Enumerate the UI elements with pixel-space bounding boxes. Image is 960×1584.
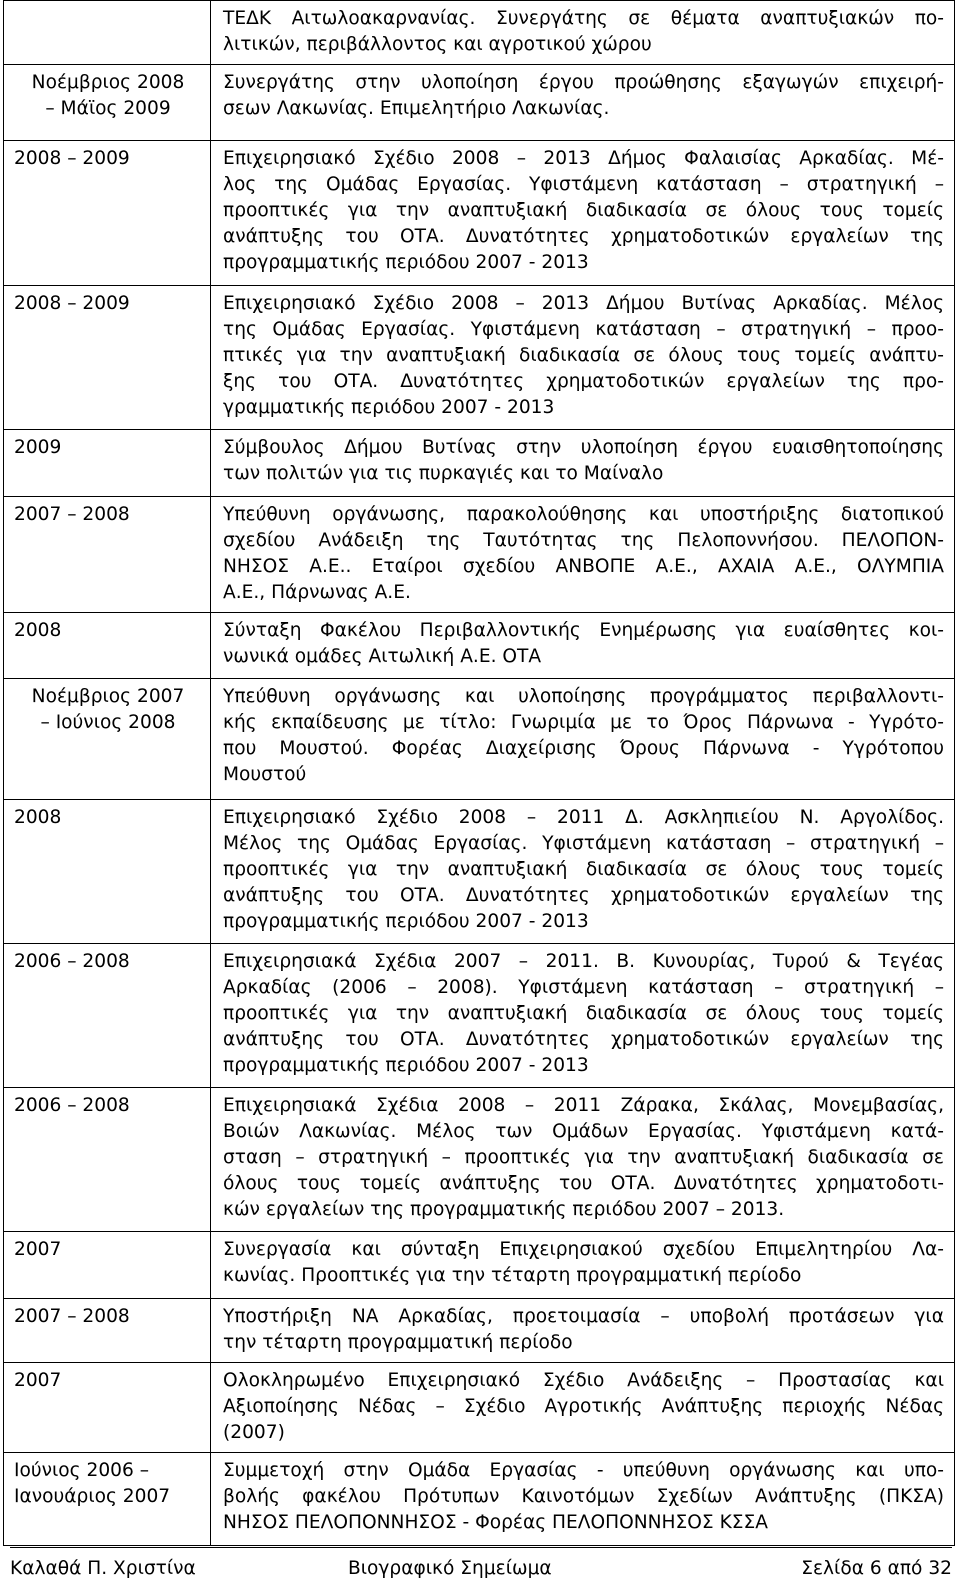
description-line: προγραμματικής περιόδου 2007 - 2013 (223, 252, 589, 273)
cv-row (4, 613, 955, 679)
description-line: Επιχειρησιακό Σχέδιο 2008 – 2013 Δήμος Φαλαισίας Αρκαδίας. Μέ- (223, 148, 944, 169)
cv-row (4, 1088, 955, 1232)
cv-row-date (4, 65, 211, 141)
description-line: Σύνταξη Φακέλου Περιβαλλοντικής Ενημέρωσης για ευαίσθητες κοι- (223, 620, 944, 641)
description-line: Αξιοποίησης Νέδας – Σχέδιο Αγροτικής Ανάπτυξης περιοχής Νέδας (223, 1396, 944, 1417)
footer-page-number: Σελίδα 6 από 32 (801, 1558, 952, 1579)
cv-row-description (211, 430, 955, 497)
date-line: 2008 – 2009 (14, 293, 130, 314)
description-line: βολής φακέλου Πρότυπων Καινοτόμων Σχεδίων Ανάπτυξης (ΠΚΣΑ) (223, 1486, 944, 1507)
cv-row-description (211, 497, 955, 613)
cv-row-description (211, 141, 955, 286)
cv-row-date (4, 141, 211, 286)
description-line: ΤΕΔΚ Αιτωλοακαρνανίας. Συνεργάτης σε θέματα αναπτυξιακών πο- (223, 8, 944, 29)
description-line: κής εκπαίδευσης με τίτλο: Γνωριμία με το Όρος Πάρνωνα - Υγρότο- (223, 712, 944, 733)
date-line: 2007 (14, 1370, 62, 1391)
cv-row (4, 800, 955, 944)
description-line: Υπεύθυνη οργάνωσης και υλοποίησης προγράμματος περιβαλλοντι- (223, 686, 944, 707)
date-line: 2006 – 2008 (14, 951, 130, 972)
date-line: 2006 – 2008 (14, 1095, 130, 1116)
description-line: των πολιτών για τις πυρκαγιές και το Μαίναλο (223, 463, 664, 484)
description-line: ανάπτυξης του ΟΤΑ. Δυνατότητες χρηματοδοτικών εργαλείων της (223, 1029, 944, 1050)
cv-row (4, 65, 955, 141)
cv-row-description (211, 800, 955, 944)
page-footer (10, 1547, 952, 1579)
cv-row-date (4, 497, 211, 613)
cv-row (4, 497, 955, 613)
cv-row-date (4, 1, 211, 65)
description-line: προοπτικές για την αναπτυξιακή διαδικασία σε όλους τους τομείς (223, 1003, 944, 1024)
cv-row-description (211, 1299, 955, 1363)
description-line: λος της Ομάδας Εργασίας. Υφιστάμενη κατάσταση – στρατηγική – (223, 174, 944, 195)
description-line: προγραμματικής περιόδου 2007 - 2013 (223, 911, 589, 932)
cv-row (4, 430, 955, 497)
description-line: Υποστήριξη ΝΑ Αρκαδίας, προετοιμασία – υποβολή προτάσεων για (223, 1306, 944, 1327)
cv-row-description (211, 1363, 955, 1453)
date-line: 2007 – 2008 (14, 504, 130, 525)
cv-row-description (211, 679, 955, 800)
date-line: Νοέμβριος 2008 (31, 72, 185, 93)
description-line: Συμμετοχή στην Ομάδα Εργασίας - υπεύθυνη οργάνωσης και υπο- (223, 1460, 944, 1481)
description-line: προοπτικές για την αναπτυξιακή διαδικασία σε όλους τους τομείς (223, 200, 944, 221)
description-line: κών εργαλείων της προγραμματικής περιόδου 2007 – 2013. (223, 1199, 785, 1220)
footer-document-title: Βιογραφικό Σημείωμα (348, 1558, 552, 1579)
cv-row (4, 1363, 955, 1453)
description-line: ΝΗΣΟΣ Α.Ε.. Εταίροι σχεδίου ΑΝΒΟΠΕ Α.Ε., ΑΧΑΙΑ Α.Ε., ΟΛΥΜΠΙΑ (223, 556, 944, 577)
description-line: λιτικών, περιβάλλοντος και αγροτικού χώρου (223, 34, 652, 55)
date-line: 2007 – 2008 (14, 1306, 130, 1327)
cv-row-date (4, 430, 211, 497)
cv-row-date (4, 1232, 211, 1299)
description-line: Επιχειρησιακά Σχέδια 2008 – 2011 Ζάρακα, Σκάλας, Μονεμβασίας, (223, 1095, 944, 1116)
description-line: ξης του ΟΤΑ. Δυνατότητες χρηματοδοτικών εργαλείων της προ- (223, 371, 944, 392)
description-line: Ολοκληρωμένο Επιχειρησιακό Σχέδιο Ανάδειξης – Προστασίας και (223, 1370, 944, 1391)
description-line: Επιχειρησιακό Σχέδιο 2008 – 2013 Δήμου Βυτίνας Αρκαδίας. Μέλος (223, 293, 944, 314)
cv-row-date (4, 1299, 211, 1363)
cv-row-date (4, 800, 211, 944)
description-line: προγραμματικής περιόδου 2007 - 2013 (223, 1055, 589, 1076)
date-line: – Ιούνιος 2008 (40, 712, 176, 733)
description-line: της Ομάδας Εργασίας. Υφιστάμενη κατάσταση – στρατηγική – προο- (223, 319, 944, 340)
description-line: όλους τους τομείς ανάπτυξης του ΟΤΑ. Δυνατότητες χρηματοδοτι- (223, 1173, 944, 1194)
description-line: Σύμβουλος Δήμου Βυτίνας στην υλοποίηση έργου ευαισθητοποίησης (223, 437, 944, 458)
description-line: ανάπτυξης του ΟΤΑ. Δυνατότητες χρηματοδοτικών εργαλείων της (223, 226, 944, 247)
cv-row-description (211, 286, 955, 430)
cv-row-description (211, 1232, 955, 1299)
date-line: 2008 (14, 620, 62, 641)
cv-row-date (4, 613, 211, 679)
cv-row-date (4, 1088, 211, 1232)
description-line: Επιχειρησιακά Σχέδια 2007 – 2011. Β. Κυνουρίας, Τυρού & Τεγέας (223, 951, 944, 972)
description-line: σταση – στρατηγική – προοπτικές για την αναπτυξιακή διαδικασία σε (223, 1147, 944, 1168)
cv-row (4, 1, 955, 65)
description-line: Α.Ε., Πάρνωνας Α.Ε. (223, 582, 411, 603)
cv-table-body (4, 1, 955, 1546)
cv-row-description (211, 1, 955, 65)
date-line: 2009 (14, 437, 62, 458)
cv-row-date (4, 679, 211, 800)
description-line: σεων Λακωνίας. Επιμελητήριο Λακωνίας. (223, 98, 610, 119)
cv-row (4, 286, 955, 430)
cv-row-description (211, 613, 955, 679)
date-line: – Μάϊος 2009 (45, 98, 171, 119)
cv-row (4, 944, 955, 1088)
cv-row (4, 141, 955, 286)
description-line: Μουστού (223, 764, 307, 785)
cv-row-date (4, 1453, 211, 1546)
cv-row (4, 1453, 955, 1546)
description-line: Υπεύθυνη οργάνωσης, παρακολούθησης και υποστήριξης διατοπικού (223, 504, 944, 525)
cv-row-date (4, 1363, 211, 1453)
description-line: Επιχειρησιακό Σχέδιο 2008 – 2011 Δ. Ασκληπιείου Ν. Αργολίδος. (223, 807, 944, 828)
date-line: Ιούνιος 2006 – (14, 1460, 150, 1481)
cv-experience-table (3, 0, 955, 1546)
cv-row (4, 1232, 955, 1299)
description-line: προοπτικές για την αναπτυξιακή διαδικασία σε όλους τους τομείς (223, 859, 944, 880)
cv-row-date (4, 286, 211, 430)
cv-row-description (211, 1088, 955, 1232)
description-line: Συνεργασία και σύνταξη Επιχειρησιακού σχεδίου Επιμελητηρίου Λα- (223, 1239, 944, 1260)
cv-row (4, 1299, 955, 1363)
description-line: σχεδίου Ανάδειξη της Ταυτότητας της Πελοποννήσου. ΠΕΛΟΠΟΝ- (223, 530, 944, 551)
description-line: ανάπτυξης του ΟΤΑ. Δυνατότητες χρηματοδοτικών εργαλείων της (223, 885, 944, 906)
description-line: κωνίας. Προοπτικές για την τέταρτη προγραμματική περίοδο (223, 1265, 802, 1286)
date-line: 2008 – 2009 (14, 148, 130, 169)
cv-row-date (4, 944, 211, 1088)
cv-row-description (211, 1453, 955, 1546)
description-line: (2007) (223, 1422, 285, 1443)
description-line: ΝΗΣΟΣ ΠΕΛΟΠΟΝΝΗΣΟΣ - Φορέας ΠΕΛΟΠΟΝΝΗΣΟΣ ΚΣΣΑ (223, 1512, 768, 1533)
date-line: Ιανουάριος 2007 (14, 1486, 171, 1507)
date-line: 2007 (14, 1239, 62, 1260)
cv-row (4, 679, 955, 800)
description-line: νωνικά ομάδες Αιτωλική Α.Ε. ΟΤΑ (223, 646, 542, 667)
description-line: Μέλος της Ομάδας Εργασίας. Υφιστάμενη κατάσταση – στρατηγική – (223, 833, 944, 854)
description-line: Βοιών Λακωνίας. Μέλος των Ομάδων Εργασίας. Υφιστάμενη κατά- (223, 1121, 944, 1142)
description-line: πτικές για την αναπτυξιακή διαδικασία σε όλους τους τομείς ανάπτυ- (223, 345, 944, 366)
description-line: γραμματικής περιόδου 2007 - 2013 (223, 397, 555, 418)
description-line: που Μουστού. Φορέας Διαχείρισης Όρους Πάρνωνα - Υγρότοπου (223, 738, 944, 759)
description-line: Αρκαδίας (2006 – 2008). Υφιστάμενη κατάσταση – στρατηγική – (223, 977, 944, 998)
description-line: την τέταρτη προγραμματική περίοδο (223, 1332, 573, 1353)
description-line: Συνεργάτης στην υλοποίηση έργου προώθησης εξαγωγών επιχειρή- (223, 72, 944, 93)
cv-row-description (211, 944, 955, 1088)
cv-row-description (211, 65, 955, 141)
date-line: 2008 (14, 807, 62, 828)
footer-author: Καλαθά Π. Χριστίνα (10, 1558, 196, 1579)
date-line: Νοέμβριος 2007 (31, 686, 185, 707)
